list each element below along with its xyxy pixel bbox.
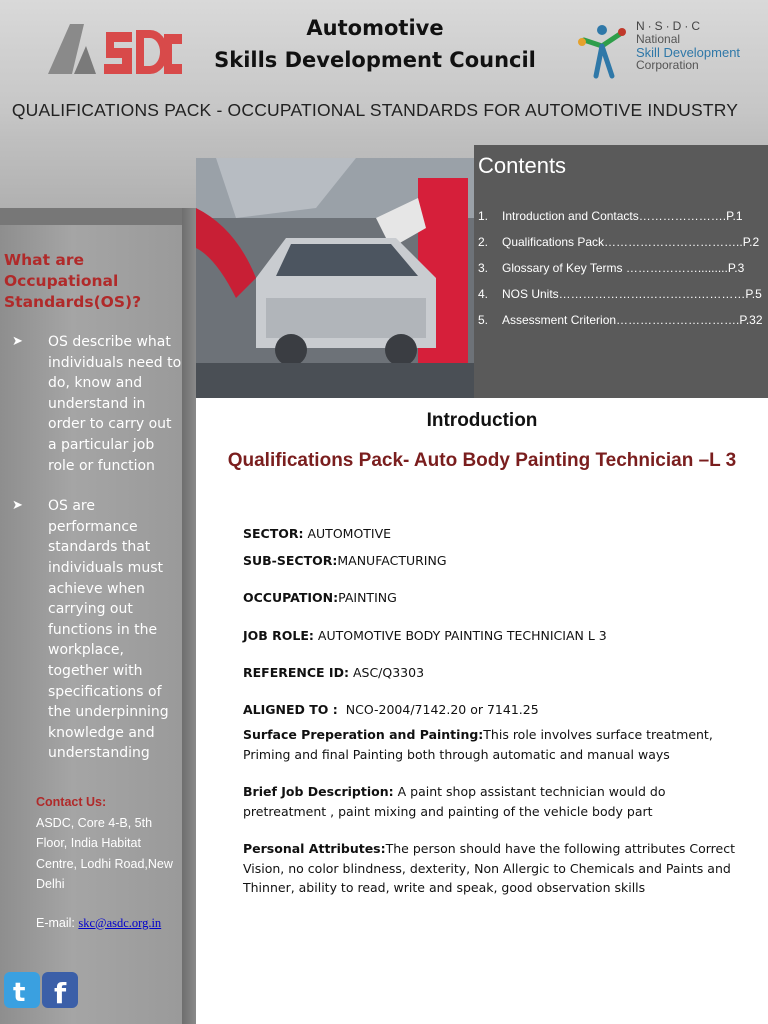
contents-title: Contents [478,153,567,178]
car-paint-shop-photo [196,158,476,398]
list-item: ➤ OS describe what individuals need to do, know and understand in order to carry out a particular job role or function [12,334,182,474]
nsdc-line-1: National [636,32,681,46]
arrow-bullet-icon: ➤ [12,334,23,349]
os-bullets [10,332,182,784]
title-line-2: Skills Development Council [214,48,536,72]
email-link[interactable]: skc@asdc.org.in [78,915,162,930]
job-role-field: JOB ROLE: AUTOMOTIVE BODY PAINTING TECHNICIAN L 3 [243,628,607,643]
nsdc-line-3: Corporation [636,58,699,72]
subsector-field: SUB-SECTOR:MANUFACTURING [243,553,447,568]
surface-preparation-field: Surface Preperation and Painting:This role involves surface treatment, Priming and final Painting both through automatic and manual ways [243,727,713,762]
sidebar-edge [182,208,196,1024]
council-title [210,12,540,76]
qp-banner: QUALIFICATIONS PACK - OCCUPATIONAL STANDARDS FOR AUTOMOTIVE INDUSTRY [11,100,739,120]
sidebar-top-edge [0,208,196,226]
introduction-heading: Introduction [426,410,538,431]
nsdc-logo [574,20,754,90]
brief-job-description-field: Brief Job Description: A paint shop assistant technician would do pretreatment , paint mixing and painting of the vehicle body part [243,784,666,819]
contents-item[interactable]: 3. Glossary of Key Terms ……………….........P.3 [478,261,745,275]
os-title: What are Occupational Standards(OS)? [4,251,142,311]
contact-block [36,792,184,933]
title-line-1: Automotive [306,16,444,40]
email-label: E-mail: [36,915,75,930]
asdc-logo [44,18,184,78]
nsdc-figure-icon [574,20,632,82]
social-icons [4,970,80,1010]
contents-item[interactable]: 4. NOS Units………………….………….…………P.5 [478,287,762,301]
list-item: ➤ OS are performance standards that individuals must achieve when carrying out functions in the workplace, together with specifications of the underpinning knowledge and understanding [12,498,169,762]
contents-list [474,209,763,339]
occupation-field: OCCUPATION:PAINTING [243,590,397,605]
personal-attributes-field: Personal Attributes:The person should have the following attributes Correct Vision, no color blindness, dexterity, Non Allergic to Chemicals and Paints and Thinner, ability to read, write and speak, good observation skills [243,841,735,895]
qualifications-pack-title: Qualifications Pack- Auto Body Painting Technician –L 3 [227,450,737,471]
aligned-to-field: ALIGNED TO : NCO-2004/7142.20 or 7141.25 [243,702,539,717]
contact-label: Contact Us: [36,795,107,809]
contents-item[interactable]: 2. Qualifications Pack……………………………..P.2 [478,235,760,249]
facebook-icon[interactable] [42,972,78,1010]
svg-text:t: t [13,978,26,1008]
contents-panel [474,145,768,398]
email-row [36,913,184,934]
sector-field: SECTOR: AUTOMOTIVE [243,526,392,541]
contact-address: ASDC, Core 4-B, 5th Floor, India Habitat Centre, Lodhi Road,New Delhi [36,815,173,891]
nsdc-line-2: Skill Development [636,45,741,60]
nsdc-acronym: N·S·D·C [636,19,703,33]
arrow-bullet-icon: ➤ [12,498,23,514]
twitter-icon[interactable] [4,972,40,1008]
contents-item[interactable]: 1. Introduction and Contacts………………….P.1 [478,209,743,223]
contents-item[interactable]: 5. Assessment Criterion………………………….P.32 [478,313,763,327]
svg-text:f: f [54,977,67,1010]
reference-id-field: REFERENCE ID: ASC/Q3303 [243,665,425,680]
